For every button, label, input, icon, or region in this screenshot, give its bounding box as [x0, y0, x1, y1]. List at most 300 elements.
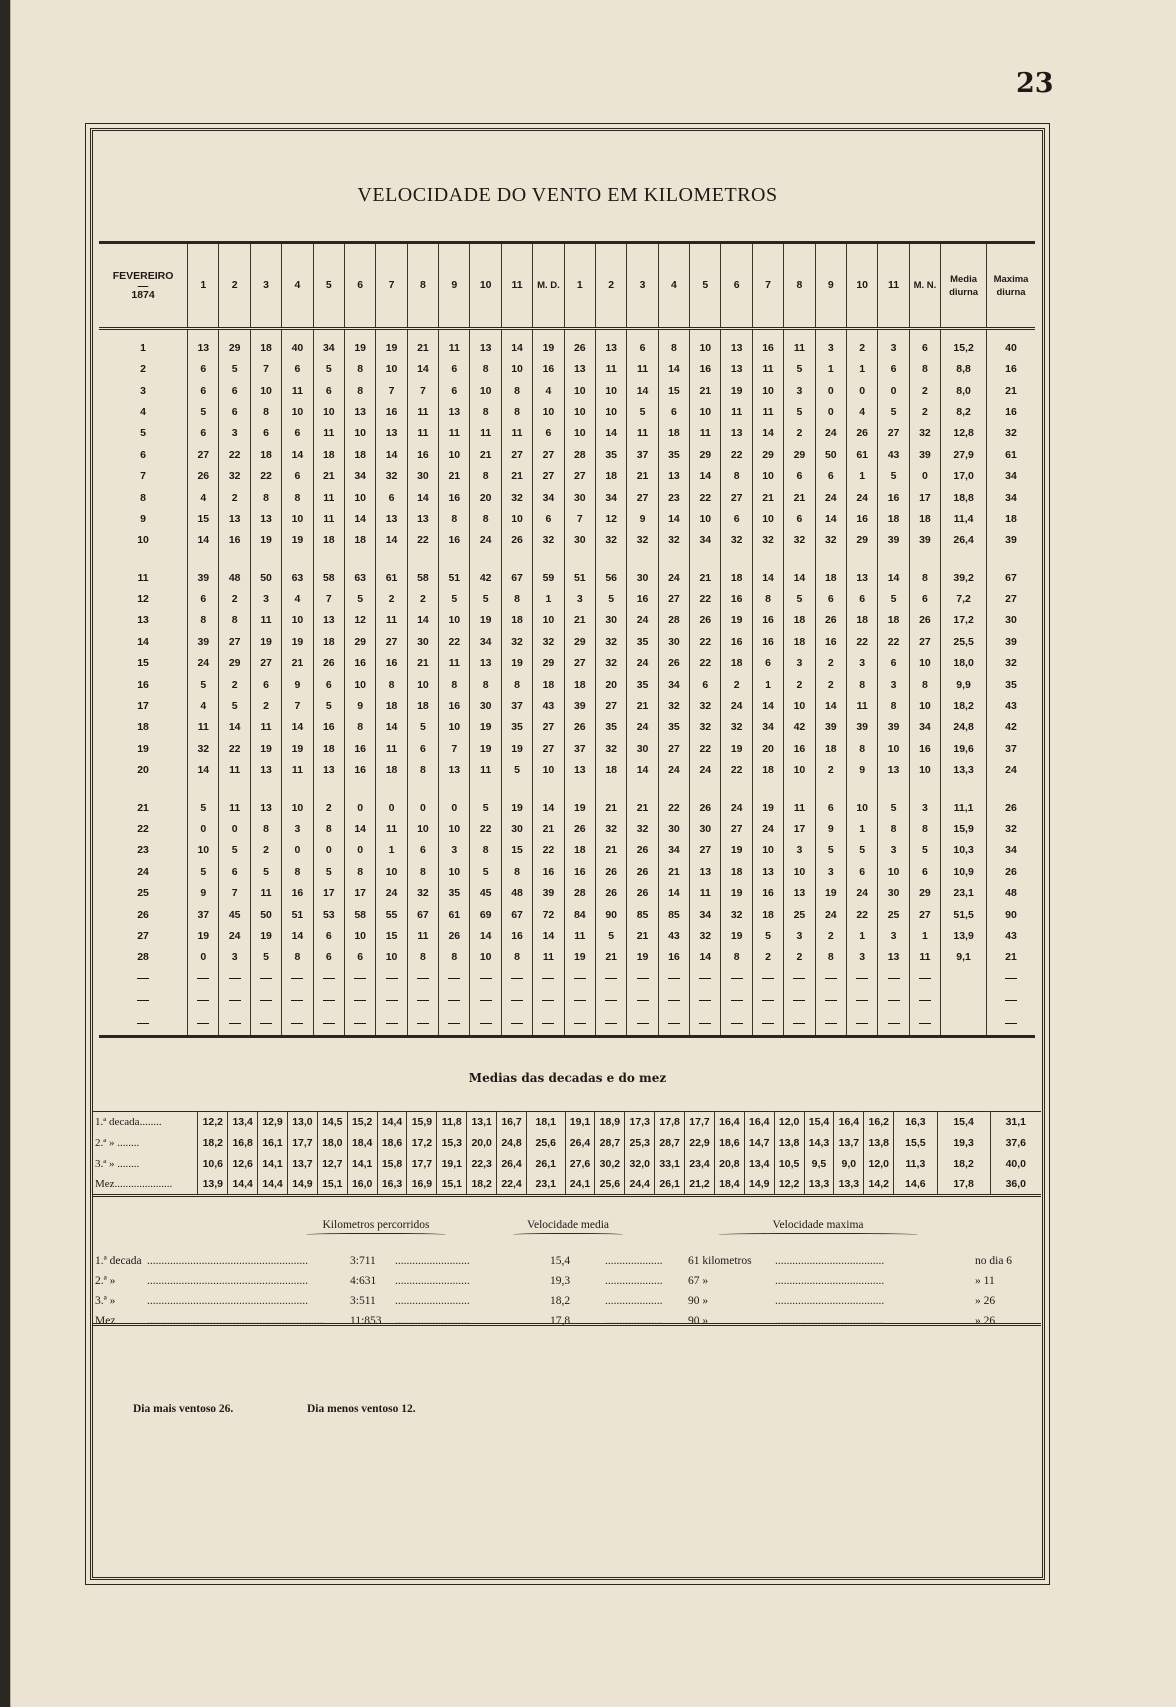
medias-cell: 12,0 — [864, 1154, 894, 1175]
day-cell: 27 — [99, 925, 188, 946]
velocity-cell: 19 — [470, 738, 501, 759]
velocity-cell: 1 — [815, 359, 846, 380]
header-hour: 7 — [752, 243, 783, 329]
velocity-cell: 34 — [658, 840, 689, 861]
velocity-cell: 11 — [219, 797, 250, 818]
velocity-cell: 7 — [250, 359, 281, 380]
medias-cell: 9,0 — [834, 1154, 864, 1175]
medias-cell: 14,3 — [804, 1133, 834, 1154]
velocity-cell: 24 — [188, 653, 219, 674]
maxima-cell: 30 — [1005, 614, 1017, 627]
velocity-cell: 3 — [439, 840, 470, 861]
velocity-cell: 43 — [533, 695, 564, 716]
velocity-cell: 25 — [784, 904, 815, 925]
velocity-cell: 67 — [407, 904, 438, 925]
velocity-cell: 22 — [846, 631, 877, 652]
medias-cell: 18,4 — [714, 1175, 744, 1196]
velocity-cell: 11 — [376, 738, 407, 759]
velocity-cell: 5 — [313, 861, 344, 882]
velocity-cell: 34 — [470, 631, 501, 652]
velocity-cell: 19 — [376, 329, 407, 359]
velocity-cell: 6 — [815, 797, 846, 818]
media-cell: 15,9 — [941, 818, 987, 839]
velocity-cell: 4 — [188, 695, 219, 716]
km-header: Kilometros percorridos — [306, 1219, 446, 1237]
velocity-cell: 18 — [376, 760, 407, 781]
medias-cell: 15,1 — [437, 1175, 467, 1196]
medias-cell: 13,3 — [804, 1175, 834, 1196]
velocity-cell: 14 — [376, 444, 407, 465]
velocity-cell: 16 — [344, 738, 375, 759]
medias-cell: 18,6 — [377, 1133, 407, 1154]
velocity-cell: 5 — [219, 840, 250, 861]
velocity-cell: 2 — [909, 401, 940, 422]
medias-cell: 28,7 — [655, 1133, 685, 1154]
velocity-cell: 2 — [219, 588, 250, 609]
velocity-cell: 14 — [533, 797, 564, 818]
velocity-cell: 63 — [282, 567, 313, 588]
velocity-cell: 16 — [564, 861, 595, 882]
page-sheet — [10, 0, 1176, 1707]
table-row — [99, 423, 1035, 444]
velocity-cell: 3 — [878, 840, 909, 861]
velocity-cell: 16 — [344, 653, 375, 674]
medias-row — [93, 1112, 1041, 1133]
velocity-cell: 30 — [658, 818, 689, 839]
velocity-cell: 16 — [407, 444, 438, 465]
medias-cell: 18,0 — [317, 1133, 347, 1154]
table-row — [99, 674, 1035, 695]
velocity-cell: 26 — [690, 797, 721, 818]
velocity-cell: 3 — [784, 840, 815, 861]
velocity-cell: 8 — [344, 359, 375, 380]
velocity-cell: 34 — [909, 717, 940, 738]
header-hour: 6 — [344, 243, 375, 329]
velocity-cell: 19 — [501, 738, 532, 759]
medias-cell: 22,4 — [497, 1175, 527, 1196]
velocity-cell: 19 — [501, 653, 532, 674]
velocity-cell: 14 — [376, 530, 407, 551]
velocity-cell: 5 — [407, 717, 438, 738]
velocity-cell: 21 — [627, 797, 658, 818]
velocity-cell: 4 — [188, 487, 219, 508]
velocity-cell: 13 — [219, 508, 250, 529]
velocity-cell: 2 — [815, 925, 846, 946]
day-cell: 3 — [99, 380, 188, 401]
day-cell: 4 — [99, 401, 188, 422]
velocity-cell: 8 — [501, 861, 532, 882]
velocity-cell: 21 — [627, 925, 658, 946]
velocity-cell: 5 — [219, 359, 250, 380]
velocity-cell: 18 — [658, 423, 689, 444]
maxima-cell: 32 — [1005, 657, 1017, 670]
velocity-cell: 27 — [690, 840, 721, 861]
header-hour: 10 — [470, 243, 501, 329]
velocity-cell: 32 — [815, 530, 846, 551]
empty-day-row — [99, 989, 1035, 1010]
velocity-cell: 14 — [188, 760, 219, 781]
velocity-cell: 45 — [219, 904, 250, 925]
velocity-cell: 32 — [533, 631, 564, 652]
velocity-cell: 27 — [219, 631, 250, 652]
velocity-cell: 18 — [595, 465, 626, 486]
velocity-cell: 21 — [690, 380, 721, 401]
velocity-cell: 32 — [721, 904, 752, 925]
day-cell: 21 — [99, 797, 188, 818]
vel-media-header: Velocidade media — [513, 1219, 623, 1237]
velocity-cell: 21 — [439, 465, 470, 486]
day-cell: 18 — [99, 717, 188, 738]
velocity-cell: 2 — [846, 329, 877, 359]
velocity-cell: 14 — [752, 695, 783, 716]
velocity-cell: 6 — [690, 674, 721, 695]
header-hour: 2 — [219, 243, 250, 329]
velocity-cell: 32 — [219, 465, 250, 486]
velocity-cell: 16 — [533, 359, 564, 380]
velocity-cell: 0 — [344, 840, 375, 861]
velocity-cell: 32 — [658, 695, 689, 716]
velocity-cell: 37 — [564, 738, 595, 759]
velocity-cell: 18 — [344, 444, 375, 465]
velocity-cell: 6 — [407, 840, 438, 861]
velocity-cell: 16 — [439, 487, 470, 508]
velocity-cell: 22 — [470, 818, 501, 839]
velocity-cell: 32 — [690, 717, 721, 738]
velocity-cell: 21 — [784, 487, 815, 508]
velocity-cell: 30 — [564, 487, 595, 508]
medias-cell: 15,1 — [317, 1175, 347, 1196]
velocity-cell: 16 — [439, 695, 470, 716]
velocity-cell: 24 — [846, 882, 877, 903]
velocity-cell: 11 — [313, 423, 344, 444]
velocity-cell: 8 — [721, 947, 752, 968]
velocity-cell: 19 — [250, 631, 281, 652]
medias-cell: 24,8 — [497, 1133, 527, 1154]
medias-cell: 11,8 — [437, 1112, 467, 1133]
velocity-cell: 51 — [564, 567, 595, 588]
velocity-cell: 30 — [470, 695, 501, 716]
velocity-cell: 8 — [344, 380, 375, 401]
summary-label: 2.ª » — [95, 1275, 116, 1287]
velocity-cell: 0 — [909, 465, 940, 486]
velocity-cell: 5 — [470, 797, 501, 818]
velocity-cell: 8 — [846, 674, 877, 695]
medias-cell: 25,6 — [526, 1133, 565, 1154]
velocity-cell: 39 — [909, 444, 940, 465]
velocity-cell: 27 — [909, 904, 940, 925]
velocity-cell: 13 — [470, 329, 501, 359]
velocity-cell: 14 — [188, 530, 219, 551]
velocity-cell: 26 — [595, 861, 626, 882]
velocity-cell: 25 — [878, 904, 909, 925]
header-hour: 3 — [627, 243, 658, 329]
velocity-cell: 16 — [846, 508, 877, 529]
summary-vel-max: 90 » — [688, 1315, 709, 1327]
velocity-cell: 11 — [407, 925, 438, 946]
velocity-cell: 24 — [658, 567, 689, 588]
media-cell: 11,4 — [941, 508, 987, 529]
medias-cell: 30,2 — [595, 1154, 625, 1175]
velocity-cell: 24 — [690, 760, 721, 781]
velocity-cell: 10 — [690, 508, 721, 529]
velocity-cell: 42 — [470, 567, 501, 588]
velocity-cell: 21 — [595, 840, 626, 861]
velocity-cell: 19 — [501, 797, 532, 818]
summary-leader: .................... — [605, 1315, 663, 1327]
velocity-cell: 10 — [752, 380, 783, 401]
medias-cell: 33,1 — [655, 1154, 685, 1175]
velocity-cell: 8 — [470, 465, 501, 486]
day-cell: 20 — [99, 760, 188, 781]
velocity-cell: 51 — [282, 904, 313, 925]
medias-cell: 15,2 — [347, 1112, 377, 1133]
velocity-cell: 4 — [282, 588, 313, 609]
summary-label: 1.ª decada — [95, 1255, 142, 1267]
velocity-cell: 8 — [501, 380, 532, 401]
media-cell: 26,4 — [941, 530, 987, 551]
day-cell: 28 — [99, 947, 188, 968]
velocity-cell: 14 — [595, 423, 626, 444]
medias-cell: 10,6 — [198, 1154, 228, 1175]
velocity-cell: 14 — [344, 508, 375, 529]
velocity-cell: 10 — [376, 359, 407, 380]
summary-leader: .................... — [605, 1295, 663, 1307]
header-hour: 7 — [376, 243, 407, 329]
day-cell: 25 — [99, 882, 188, 903]
summary-leader: ........................................................ — [147, 1255, 308, 1267]
velocity-cell: 13 — [250, 797, 281, 818]
velocity-cell: 11 — [752, 359, 783, 380]
velocity-cell: 35 — [627, 631, 658, 652]
velocity-cell: 8 — [878, 695, 909, 716]
velocity-cell: 16 — [313, 717, 344, 738]
table-row — [99, 401, 1035, 422]
velocity-cell: 13 — [439, 401, 470, 422]
velocity-cell: 8 — [250, 487, 281, 508]
velocity-cell: 8 — [439, 508, 470, 529]
velocity-cell: 8 — [282, 947, 313, 968]
velocity-cell: 0 — [282, 840, 313, 861]
velocity-cell: 21 — [282, 653, 313, 674]
velocity-cell: 3 — [282, 818, 313, 839]
velocity-cell: 2 — [784, 674, 815, 695]
velocity-cell: 18 — [878, 508, 909, 529]
velocity-cell: 22 — [533, 840, 564, 861]
velocity-cell: 6 — [282, 465, 313, 486]
summary-km: 11:853 — [350, 1315, 382, 1327]
velocity-cell: 24 — [815, 423, 846, 444]
maxima-cell: 61 — [1005, 448, 1017, 461]
medias-cell: 16,7 — [497, 1112, 527, 1133]
velocity-cell: 8 — [846, 738, 877, 759]
velocity-cell: 0 — [878, 380, 909, 401]
velocity-cell: 32 — [752, 530, 783, 551]
medias-cell: 13,4 — [228, 1112, 258, 1133]
velocity-cell: 29 — [344, 631, 375, 652]
media-cell: 24,8 — [941, 717, 987, 738]
velocity-cell: 8 — [470, 508, 501, 529]
velocity-cell: 32 — [909, 423, 940, 444]
velocity-cell: 11 — [690, 423, 721, 444]
velocity-cell: 6 — [344, 947, 375, 968]
velocity-cell: 14 — [344, 818, 375, 839]
velocity-cell: 39 — [815, 717, 846, 738]
velocity-cell: 21 — [501, 465, 532, 486]
velocity-cell: 12 — [344, 610, 375, 631]
velocity-cell: 58 — [313, 567, 344, 588]
velocity-cell: 27 — [627, 487, 658, 508]
table-row — [99, 818, 1035, 839]
day-cell: 9 — [99, 508, 188, 529]
day-cell: 10 — [99, 530, 188, 551]
medias-cell: 15,5 — [894, 1133, 937, 1154]
velocity-cell: 10 — [470, 947, 501, 968]
medias-cell: 22,3 — [467, 1154, 497, 1175]
medias-cell: 16,3 — [377, 1175, 407, 1196]
velocity-cell: 8 — [721, 465, 752, 486]
velocity-cell: 16 — [282, 882, 313, 903]
velocity-cell: 6 — [407, 738, 438, 759]
velocity-cell: 10 — [439, 861, 470, 882]
velocity-cell: 34 — [752, 717, 783, 738]
velocity-cell: 30 — [407, 631, 438, 652]
media-cell: 11,1 — [941, 797, 987, 818]
velocity-cell: 11 — [784, 329, 815, 359]
maxima-cell: 32 — [1005, 427, 1017, 440]
velocity-cell: 85 — [658, 904, 689, 925]
velocity-cell: 5 — [878, 465, 909, 486]
velocity-cell: 6 — [250, 423, 281, 444]
velocity-cell: 6 — [909, 329, 940, 359]
header-hour: 4 — [282, 243, 313, 329]
velocity-cell: 13 — [784, 882, 815, 903]
day-cell: 12 — [99, 588, 188, 609]
velocity-cell: 19 — [282, 631, 313, 652]
medias-cell: 16,4 — [744, 1112, 774, 1133]
velocity-cell: 29 — [784, 444, 815, 465]
velocity-cell: 10 — [690, 401, 721, 422]
velocity-cell: 9 — [846, 760, 877, 781]
medias-cell: 13,9 — [198, 1175, 228, 1196]
header-hour: 11 — [878, 243, 909, 329]
velocity-cell: 8 — [909, 674, 940, 695]
maxima-cell: 26 — [1005, 801, 1017, 814]
velocity-cell: 19 — [470, 717, 501, 738]
velocity-cell: 27 — [533, 465, 564, 486]
velocity-cell: 11 — [376, 610, 407, 631]
velocity-cell: 6 — [846, 588, 877, 609]
velocity-cell: 35 — [595, 717, 626, 738]
velocity-cell: 6 — [878, 359, 909, 380]
velocity-cell: 10 — [690, 329, 721, 359]
velocity-cell: 3 — [219, 423, 250, 444]
medias-row-label: 3.ª » ........ — [93, 1154, 198, 1175]
velocity-cell: 11 — [846, 695, 877, 716]
velocity-cell: 14 — [470, 925, 501, 946]
header-hour: 9 — [815, 243, 846, 329]
velocity-cell: 19 — [721, 380, 752, 401]
velocity-cell: 34 — [533, 487, 564, 508]
header-hour: 3 — [250, 243, 281, 329]
velocity-cell: 18 — [564, 840, 595, 861]
table-row — [99, 760, 1035, 781]
velocity-cell: 5 — [627, 401, 658, 422]
summary-vel-max: 61 kilometros — [688, 1255, 752, 1267]
velocity-cell: 32 — [627, 530, 658, 551]
velocity-cell: 10 — [439, 610, 470, 631]
velocity-cell: 37 — [501, 695, 532, 716]
maxima-cell: 39 — [1005, 534, 1017, 547]
velocity-cell: 22 — [250, 465, 281, 486]
velocity-cell: 22 — [219, 738, 250, 759]
velocity-cell: 6 — [533, 508, 564, 529]
media-cell: 13,9 — [941, 925, 987, 946]
velocity-cell: 26 — [627, 882, 658, 903]
velocity-cell: 22 — [690, 631, 721, 652]
summary-km: 4:631 — [350, 1275, 377, 1287]
velocity-cell: 10 — [784, 760, 815, 781]
velocity-cell: 8 — [501, 674, 532, 695]
velocity-cell: 8 — [188, 610, 219, 631]
velocity-cell: 0 — [376, 797, 407, 818]
summary-leader: ...................................... — [775, 1315, 885, 1327]
velocity-cell: 90 — [595, 904, 626, 925]
medias-cell: 27,6 — [565, 1154, 595, 1175]
velocity-cell: 11 — [909, 947, 940, 968]
velocity-cell: 10 — [376, 947, 407, 968]
velocity-cell: 10 — [595, 401, 626, 422]
velocity-cell: 34 — [690, 530, 721, 551]
velocity-cell: 10 — [533, 760, 564, 781]
summary-leader: .................... — [605, 1255, 663, 1267]
summary-leader: ........................................................ — [147, 1295, 308, 1307]
velocity-cell: 19 — [721, 925, 752, 946]
velocity-cell: 18 — [564, 674, 595, 695]
medias-cell: 26,1 — [526, 1154, 565, 1175]
velocity-cell: 11 — [533, 947, 564, 968]
velocity-cell: 10 — [282, 797, 313, 818]
summary-vel-media: 17,8 — [550, 1315, 571, 1327]
medias-cell: 18,2 — [467, 1175, 497, 1196]
media-cell: 39,2 — [941, 567, 987, 588]
velocity-cell: 30 — [407, 465, 438, 486]
velocity-cell: 14 — [376, 717, 407, 738]
velocity-cell: 13 — [846, 567, 877, 588]
velocity-cell: 10 — [878, 861, 909, 882]
velocity-cell: 34 — [344, 465, 375, 486]
maxima-cell: 43 — [1005, 700, 1017, 713]
media-cell: 27,9 — [941, 444, 987, 465]
table-row — [99, 904, 1035, 925]
summary-leader: ...................................... — [775, 1275, 885, 1287]
velocity-cell: 19 — [721, 882, 752, 903]
velocity-cell: 2 — [815, 760, 846, 781]
summary-row — [95, 1275, 1039, 1295]
velocity-cell: 10 — [752, 508, 783, 529]
day-cell: 1 — [99, 329, 188, 359]
velocity-cell: 6 — [752, 653, 783, 674]
medias-cell: 13,0 — [287, 1112, 317, 1133]
velocity-cell: 14 — [407, 610, 438, 631]
medias-cell: 20,0 — [467, 1133, 497, 1154]
velocity-cell: 5 — [752, 925, 783, 946]
velocity-cell: 16 — [376, 653, 407, 674]
medias-cell: 12,7 — [317, 1154, 347, 1175]
velocity-cell: 29 — [909, 882, 940, 903]
velocity-cell: 13 — [250, 760, 281, 781]
velocity-cell: 10 — [564, 401, 595, 422]
maxima-cell: 18 — [1005, 512, 1017, 525]
